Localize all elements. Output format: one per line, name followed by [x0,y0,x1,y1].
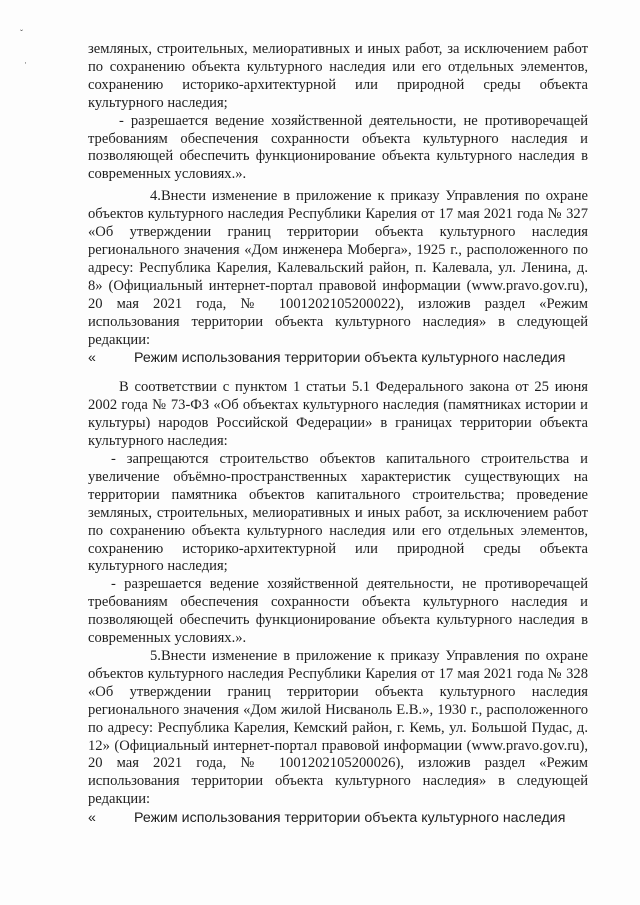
paragraph-continuation: земляных, строительных, мелиоративных и иных работ, за исключением работ по сохранению объекта культурного наследия или его отдельных элементов, сохранению историко-архитектурной или природной среды объекта культурного наследия; [88,41,588,111]
scan-speck: · [24,58,27,68]
paragraph-permitted-activity: - разрешается ведение хозяйственной деятельности, не противоречащей требованиям обеспечения сохранности объекта культурного наследия и позволяющей обеспечить функционирование объекта культурного наследия в современных условиях.». [88,112,588,183]
document-body [88,41,588,827]
paragraph-federal-law: В соответствии с пунктом 1 статьи 5.1 Федерального закона от 25 июня 2002 года № 73-ФЗ «Об объектах культурного наследия (памятниках истории и культуры) народов Российской Федерации» в границах территории объекта культурного наследия: [88,379,588,450]
section-heading-2 [88,809,588,827]
heading-2-quote: « [88,810,96,827]
scan-speck: ˇ [20,28,23,38]
heading-2-text: Режим использования территории объекта культурного наследия [134,810,566,827]
heading-1-quote: « [88,350,96,367]
item-5-number: 5. [150,648,161,664]
paragraph-permitted-activity-2: - разрешается ведение хозяйственной деятельности, не противоречащей требованиям обеспечения сохранности объекта культурного наследия и позволяющей обеспечить функционирование объекта культурного наследия в современных условиях.». [88,576,588,647]
paragraph-prohibitions: - запрещаются строительство объектов капитального строительства и увеличение объёмно-пространственных характеристик существующих на территории памятника объектов капитального строительства; проведение земляных, строительных, мелиоративных и иных работ, за исключением работ по сохранению объекта культурного наследия или его отдельных элементов, сохранению историко-архитектурной или природной среды объекта культурного наследия; [88,451,588,575]
heading-1-text: Режим использования территории объекта культурного наследия [134,350,566,367]
paragraph-item-4 [88,188,588,349]
item-5-text: Внести изменение в приложение к приказу Управления по охране объектов культурного наследия Республики Карелия от 17 мая 2021 года № 328 «Об утверждении границ территории объекта культурного наследия регионального значения «Дом жилой Нисваноль Е.В.», 1930 г., расположенного по адресу: Республика Карелия, Кемский район, г. Кемь, ул. Большой Пудас, д. 12» (Официальный интернет-портал правовой информации (www.pravo.gov.ru), 20 мая 2021 года, № 1001202105200026), изложив раздел «Режим использования территории объекта культурного наследия» в следующей редакции: [88,648,588,808]
item-4-text: Внести изменение в приложение к приказу Управления по охране объектов культурного наследия Республики Карелия от 17 мая 2021 года № 327 «Об утверждении границ территории объекта культурного наследия регионального значения «Дом инженера Моберга», 1925 г., расположенного по адресу: Республика Карелия, Калевальский район, п. Калевала, ул. Ленина, д. 8» (Официальный интернет-портал правовой информации (www.pravo.gov.ru), 20 мая 2021 года, № 1001202105200022), изложив раздел «Режим использования территории объекта культурного наследия» в следующей редакции: [88,188,588,348]
paragraph-item-5 [88,648,588,809]
section-heading-1 [88,349,588,367]
item-4-number: 4. [150,188,161,205]
